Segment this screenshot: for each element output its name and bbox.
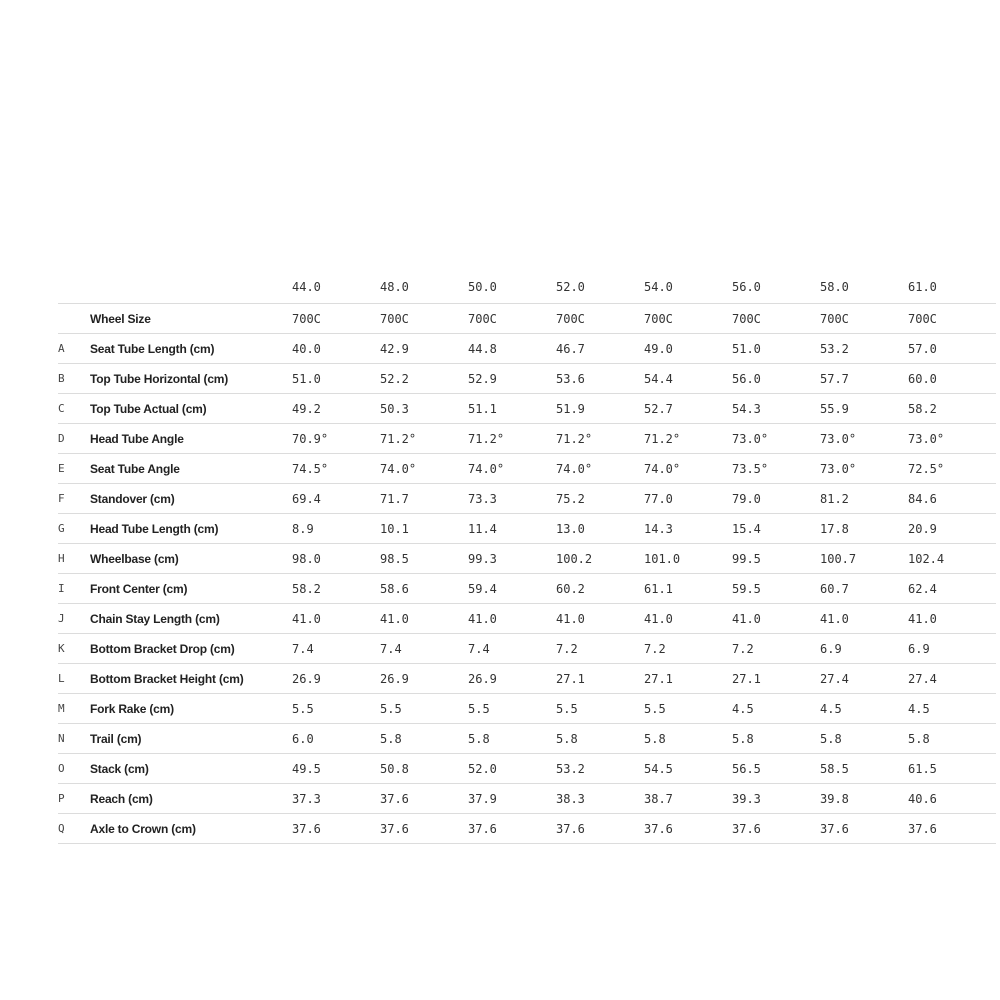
size-header: 48.0 [380, 270, 468, 304]
table-cell: 98.0 [292, 544, 380, 574]
table-cell: 50.8 [380, 754, 468, 784]
table-cell: 20.9 [908, 514, 996, 544]
row-label: Top Tube Actual (cm) [90, 394, 292, 424]
table-cell: 58.2 [908, 394, 996, 424]
table-cell: 51.0 [732, 334, 820, 364]
geometry-table-body [58, 304, 996, 844]
table-row [58, 514, 996, 544]
table-cell: 700C [380, 304, 468, 334]
table-cell: 74.0° [644, 454, 732, 484]
table-cell: 27.4 [820, 664, 908, 694]
row-label: Wheel Size [90, 304, 292, 334]
table-cell: 74.5° [292, 454, 380, 484]
table-cell: 37.6 [908, 814, 996, 844]
table-cell: 84.6 [908, 484, 996, 514]
table-cell: 71.2° [556, 424, 644, 454]
row-letter: J [58, 604, 90, 634]
table-cell: 700C [908, 304, 996, 334]
table-cell: 60.7 [820, 574, 908, 604]
table-cell: 101.0 [644, 544, 732, 574]
table-cell: 52.7 [644, 394, 732, 424]
table-row [58, 484, 996, 514]
table-cell: 13.0 [556, 514, 644, 544]
table-cell: 5.8 [644, 724, 732, 754]
table-cell: 74.0° [468, 454, 556, 484]
table-cell: 50.3 [380, 394, 468, 424]
table-row [58, 784, 996, 814]
header-label-spacer [90, 270, 292, 304]
table-cell: 27.1 [556, 664, 644, 694]
size-header: 44.0 [292, 270, 380, 304]
size-header: 61.0 [908, 270, 996, 304]
table-cell: 37.6 [380, 814, 468, 844]
table-cell: 74.0° [556, 454, 644, 484]
table-cell: 5.5 [468, 694, 556, 724]
table-cell: 60.0 [908, 364, 996, 394]
table-cell: 700C [292, 304, 380, 334]
table-cell: 7.4 [292, 634, 380, 664]
table-cell: 37.6 [820, 814, 908, 844]
table-cell: 38.7 [644, 784, 732, 814]
table-cell: 42.9 [380, 334, 468, 364]
table-cell: 17.8 [820, 514, 908, 544]
table-cell: 100.7 [820, 544, 908, 574]
table-cell: 37.6 [732, 814, 820, 844]
table-cell: 700C [820, 304, 908, 334]
table-cell: 55.9 [820, 394, 908, 424]
table-row [58, 364, 996, 394]
row-label: Reach (cm) [90, 784, 292, 814]
table-cell: 27.1 [644, 664, 732, 694]
table-cell: 98.5 [380, 544, 468, 574]
table-cell: 4.5 [732, 694, 820, 724]
table-cell: 52.2 [380, 364, 468, 394]
table-cell: 71.2° [468, 424, 556, 454]
table-cell: 5.5 [644, 694, 732, 724]
table-cell: 73.0° [820, 454, 908, 484]
row-label: Bottom Bracket Drop (cm) [90, 634, 292, 664]
table-cell: 77.0 [644, 484, 732, 514]
table-cell: 59.4 [468, 574, 556, 604]
table-cell: 51.1 [468, 394, 556, 424]
size-header: 52.0 [556, 270, 644, 304]
table-cell: 49.0 [644, 334, 732, 364]
table-row [58, 694, 996, 724]
table-cell: 52.0 [468, 754, 556, 784]
table-cell: 99.3 [468, 544, 556, 574]
row-label: Standover (cm) [90, 484, 292, 514]
table-cell: 79.0 [732, 484, 820, 514]
table-cell: 54.4 [644, 364, 732, 394]
table-cell: 99.5 [732, 544, 820, 574]
table-cell: 700C [556, 304, 644, 334]
table-cell: 71.7 [380, 484, 468, 514]
table-row [58, 724, 996, 754]
table-cell: 26.9 [468, 664, 556, 694]
table-row [58, 304, 996, 334]
table-cell: 5.8 [380, 724, 468, 754]
table-row [58, 394, 996, 424]
table-cell: 4.5 [820, 694, 908, 724]
row-label: Trail (cm) [90, 724, 292, 754]
row-label: Head Tube Length (cm) [90, 514, 292, 544]
row-label: Head Tube Angle [90, 424, 292, 454]
row-letter: A [58, 334, 90, 364]
table-cell: 73.3 [468, 484, 556, 514]
table-cell: 62.4 [908, 574, 996, 604]
table-cell: 14.3 [644, 514, 732, 544]
table-cell: 6.9 [908, 634, 996, 664]
table-cell: 53.2 [820, 334, 908, 364]
table-cell: 71.2° [644, 424, 732, 454]
table-cell: 41.0 [380, 604, 468, 634]
table-cell: 56.5 [732, 754, 820, 784]
table-cell: 6.0 [292, 724, 380, 754]
row-label: Top Tube Horizontal (cm) [90, 364, 292, 394]
table-cell: 41.0 [644, 604, 732, 634]
table-cell: 11.4 [468, 514, 556, 544]
row-letter: F [58, 484, 90, 514]
row-letter: I [58, 574, 90, 604]
table-cell: 81.2 [820, 484, 908, 514]
table-cell: 53.6 [556, 364, 644, 394]
table-cell: 41.0 [732, 604, 820, 634]
table-cell: 5.5 [292, 694, 380, 724]
table-cell: 37.6 [468, 814, 556, 844]
table-cell: 72.5° [908, 454, 996, 484]
row-letter: G [58, 514, 90, 544]
table-row [58, 604, 996, 634]
table-cell: 7.2 [732, 634, 820, 664]
row-label: Chain Stay Length (cm) [90, 604, 292, 634]
table-cell: 39.3 [732, 784, 820, 814]
table-row [58, 754, 996, 784]
table-row [58, 814, 996, 844]
row-label: Seat Tube Length (cm) [90, 334, 292, 364]
size-header: 58.0 [820, 270, 908, 304]
table-cell: 27.1 [732, 664, 820, 694]
row-letter: Q [58, 814, 90, 844]
row-letter [58, 304, 90, 334]
row-label: Front Center (cm) [90, 574, 292, 604]
row-letter: B [58, 364, 90, 394]
table-cell: 41.0 [556, 604, 644, 634]
table-cell: 57.0 [908, 334, 996, 364]
row-letter: C [58, 394, 90, 424]
table-cell: 70.9° [292, 424, 380, 454]
table-cell: 57.7 [820, 364, 908, 394]
row-label: Seat Tube Angle [90, 454, 292, 484]
table-cell: 61.1 [644, 574, 732, 604]
table-row [58, 574, 996, 604]
table-cell: 38.3 [556, 784, 644, 814]
row-letter: K [58, 634, 90, 664]
size-header: 50.0 [468, 270, 556, 304]
table-cell: 40.0 [292, 334, 380, 364]
table-cell: 46.7 [556, 334, 644, 364]
row-label: Bottom Bracket Height (cm) [90, 664, 292, 694]
table-cell: 5.8 [468, 724, 556, 754]
table-cell: 700C [644, 304, 732, 334]
row-label: Fork Rake (cm) [90, 694, 292, 724]
table-cell: 37.3 [292, 784, 380, 814]
table-row [58, 424, 996, 454]
table-cell: 37.6 [292, 814, 380, 844]
table-cell: 58.6 [380, 574, 468, 604]
row-label: Axle to Crown (cm) [90, 814, 292, 844]
table-cell: 74.0° [380, 454, 468, 484]
row-letter: L [58, 664, 90, 694]
table-cell: 8.9 [292, 514, 380, 544]
table-cell: 53.2 [556, 754, 644, 784]
row-label: Stack (cm) [90, 754, 292, 784]
table-cell: 73.0° [820, 424, 908, 454]
table-cell: 49.5 [292, 754, 380, 784]
table-cell: 58.5 [820, 754, 908, 784]
table-cell: 7.2 [556, 634, 644, 664]
table-cell: 27.4 [908, 664, 996, 694]
table-cell: 102.4 [908, 544, 996, 574]
size-header: 54.0 [644, 270, 732, 304]
table-cell: 26.9 [380, 664, 468, 694]
table-cell: 52.9 [468, 364, 556, 394]
table-cell: 700C [732, 304, 820, 334]
table-cell: 39.8 [820, 784, 908, 814]
header-letter-spacer [58, 270, 90, 304]
table-cell: 5.8 [556, 724, 644, 754]
table-cell: 51.0 [292, 364, 380, 394]
size-header-row [58, 270, 996, 304]
table-cell: 75.2 [556, 484, 644, 514]
table-cell: 4.5 [908, 694, 996, 724]
table-cell: 56.0 [732, 364, 820, 394]
table-cell: 40.6 [908, 784, 996, 814]
table-cell: 41.0 [908, 604, 996, 634]
table-cell: 69.4 [292, 484, 380, 514]
table-cell: 54.3 [732, 394, 820, 424]
table-cell: 73.0° [732, 424, 820, 454]
table-cell: 73.5° [732, 454, 820, 484]
table-cell: 59.5 [732, 574, 820, 604]
table-cell: 5.5 [380, 694, 468, 724]
table-row [58, 544, 996, 574]
table-cell: 700C [468, 304, 556, 334]
table-cell: 7.4 [380, 634, 468, 664]
table-cell: 5.8 [908, 724, 996, 754]
table-cell: 37.9 [468, 784, 556, 814]
table-cell: 71.2° [380, 424, 468, 454]
table-cell: 15.4 [732, 514, 820, 544]
table-cell: 5.8 [820, 724, 908, 754]
row-letter: M [58, 694, 90, 724]
size-header: 56.0 [732, 270, 820, 304]
table-cell: 37.6 [644, 814, 732, 844]
table-cell: 37.6 [380, 784, 468, 814]
row-label: Wheelbase (cm) [90, 544, 292, 574]
table-cell: 41.0 [820, 604, 908, 634]
geometry-table [58, 270, 996, 844]
table-cell: 49.2 [292, 394, 380, 424]
table-cell: 73.0° [908, 424, 996, 454]
table-cell: 41.0 [292, 604, 380, 634]
table-cell: 10.1 [380, 514, 468, 544]
table-cell: 58.2 [292, 574, 380, 604]
table-cell: 26.9 [292, 664, 380, 694]
table-cell: 6.9 [820, 634, 908, 664]
table-cell: 51.9 [556, 394, 644, 424]
table-row [58, 664, 996, 694]
table-cell: 61.5 [908, 754, 996, 784]
table-cell: 100.2 [556, 544, 644, 574]
table-cell: 7.4 [468, 634, 556, 664]
row-letter: E [58, 454, 90, 484]
table-row [58, 454, 996, 484]
table-cell: 5.5 [556, 694, 644, 724]
table-cell: 44.8 [468, 334, 556, 364]
row-letter: N [58, 724, 90, 754]
table-row [58, 634, 996, 664]
table-cell: 54.5 [644, 754, 732, 784]
table-cell: 7.2 [644, 634, 732, 664]
table-cell: 37.6 [556, 814, 644, 844]
table-row [58, 334, 996, 364]
row-letter: D [58, 424, 90, 454]
table-cell: 5.8 [732, 724, 820, 754]
row-letter: O [58, 754, 90, 784]
row-letter: H [58, 544, 90, 574]
table-cell: 41.0 [468, 604, 556, 634]
row-letter: P [58, 784, 90, 814]
table-cell: 60.2 [556, 574, 644, 604]
